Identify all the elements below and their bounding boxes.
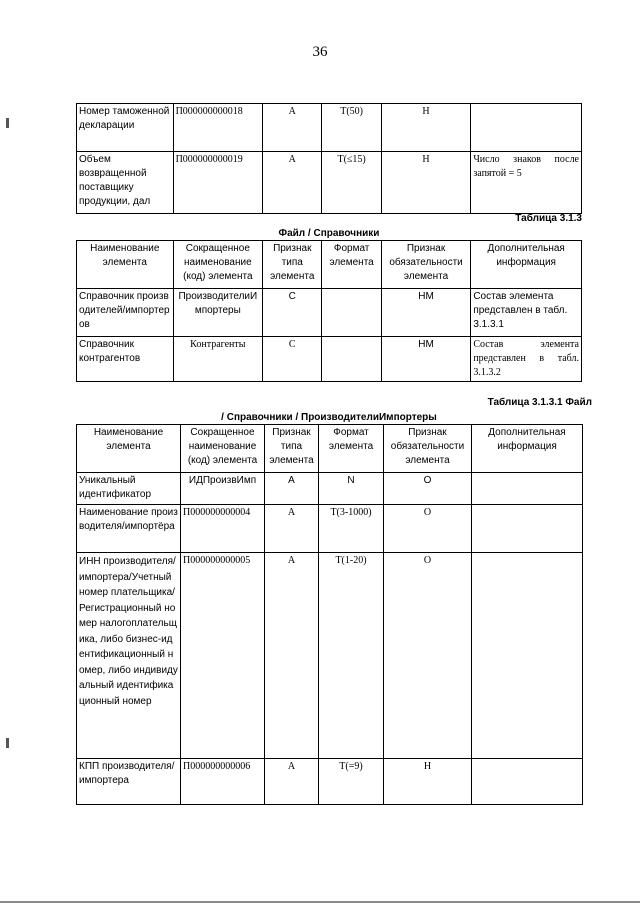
- element-name-cell: ИНН производителя/импортера/Учетный номер плательщика/Регистрационный номер налогоплательщика, либо бизнес-идентификационный номер, либо индивидуальный идентификационный номер: [77, 553, 181, 759]
- column-header: Наименование элемента: [77, 241, 174, 289]
- element-format-cell: Т(≤15): [322, 152, 381, 214]
- element-name-cell: Справочник контрагентов: [77, 337, 174, 382]
- element-name-cell: КПП производителя/импортера: [77, 759, 181, 805]
- element-info-cell: [471, 104, 582, 152]
- producers-importers-table: [76, 424, 583, 805]
- element-format-cell: [322, 289, 381, 337]
- element-info-cell: [472, 505, 583, 553]
- column-header: Наименование элемента: [77, 425, 181, 473]
- element-info-cell: Состав элемента представлен в табл. 3.1.3.1: [471, 289, 582, 337]
- element-required-cell: О: [384, 553, 472, 759]
- column-header: Признак обязательности элемента: [381, 241, 471, 289]
- element-name-cell: Номер таможенной декларации: [77, 104, 174, 152]
- element-code-cell: Контрагенты: [173, 337, 263, 382]
- page-number: 36: [312, 44, 328, 60]
- element-required-cell: О: [384, 473, 472, 505]
- scan-margin-mark: [6, 738, 9, 748]
- continuation-table: [76, 103, 582, 214]
- element-type-cell: А: [263, 152, 322, 214]
- table-row: [77, 152, 582, 214]
- column-header: Дополнительная информация: [472, 425, 583, 473]
- element-info-cell: [472, 473, 583, 505]
- element-required-cell: Н: [381, 152, 471, 214]
- element-required-cell: НМ: [381, 289, 471, 337]
- table-row: [77, 505, 583, 553]
- element-format-cell: Т(=9): [319, 759, 384, 805]
- element-required-cell: Н: [384, 759, 472, 805]
- element-code-cell: ПроизводителиИмпортеры: [173, 289, 263, 337]
- element-format-cell: Т(3-1000): [319, 505, 384, 553]
- column-header: Формат элемента: [322, 241, 381, 289]
- table-row: [77, 553, 583, 759]
- element-info-cell: [472, 553, 583, 759]
- element-format-cell: Т(50): [322, 104, 381, 152]
- scan-margin-mark: [6, 118, 9, 128]
- element-code-cell: П000000000018: [173, 104, 263, 152]
- table-row: [77, 104, 582, 152]
- element-format-cell: Т(1-20): [319, 553, 384, 759]
- column-header: Признак типа элемента: [265, 425, 319, 473]
- element-required-cell: Н: [381, 104, 471, 152]
- element-code-cell: П000000000006: [181, 759, 265, 805]
- scan-bottom-edge: [0, 901, 640, 903]
- element-name-cell: Наименование производителя/импортёра: [77, 505, 181, 553]
- element-type-cell: А: [265, 553, 319, 759]
- table-header-row: [77, 241, 582, 289]
- directories-table: [76, 240, 582, 382]
- element-type-cell: А: [265, 759, 319, 805]
- element-type-cell: А: [265, 473, 319, 505]
- column-header: Признак обязательности элемента: [384, 425, 472, 473]
- column-header: Дополнительная информация: [471, 241, 582, 289]
- table-row: [77, 289, 582, 337]
- table-row: [77, 337, 582, 382]
- element-type-cell: А: [263, 104, 322, 152]
- element-required-cell: О: [384, 505, 472, 553]
- column-header: Сокращенное наименование (код) элемента: [173, 241, 263, 289]
- table-caption-number: Таблица 3.1.3: [515, 213, 582, 224]
- element-format-cell: [322, 337, 381, 382]
- element-name-cell: Уникальный идентификатор: [77, 473, 181, 505]
- element-format-cell: N: [319, 473, 384, 505]
- table-caption-title: Файл / Справочники: [278, 228, 380, 239]
- element-name-cell: Объем возвращенной поставщику продукции, дал: [77, 152, 174, 214]
- table-header-row: [77, 425, 583, 473]
- element-required-cell: НМ: [381, 337, 471, 382]
- element-type-cell: С: [263, 337, 322, 382]
- element-code-cell: П000000000019: [173, 152, 263, 214]
- element-info-cell: [472, 759, 583, 805]
- element-info-cell: Число знаков после запятой = 5: [471, 152, 582, 214]
- column-header: Сокращенное наименование (код) элемента: [181, 425, 265, 473]
- element-code-cell: П000000000004: [181, 505, 265, 553]
- table-row: [77, 473, 583, 505]
- column-header: Признак типа элемента: [263, 241, 322, 289]
- column-header: Формат элемента: [319, 425, 384, 473]
- table-row: [77, 759, 583, 805]
- element-code-cell: ИДПроизвИмп: [181, 473, 265, 505]
- element-code-cell: П000000000005: [181, 553, 265, 759]
- element-name-cell: Справочник производителей/импортеров: [77, 289, 174, 337]
- element-type-cell: А: [265, 505, 319, 553]
- element-info-cell: Состав элемента представлен в табл. 3.1.3.2: [471, 337, 582, 382]
- table-caption-title: / Справочники / ПроизводителиИмпортеры: [221, 412, 437, 423]
- element-type-cell: С: [263, 289, 322, 337]
- table-caption-number: Таблица 3.1.3.1 Файл: [487, 397, 592, 408]
